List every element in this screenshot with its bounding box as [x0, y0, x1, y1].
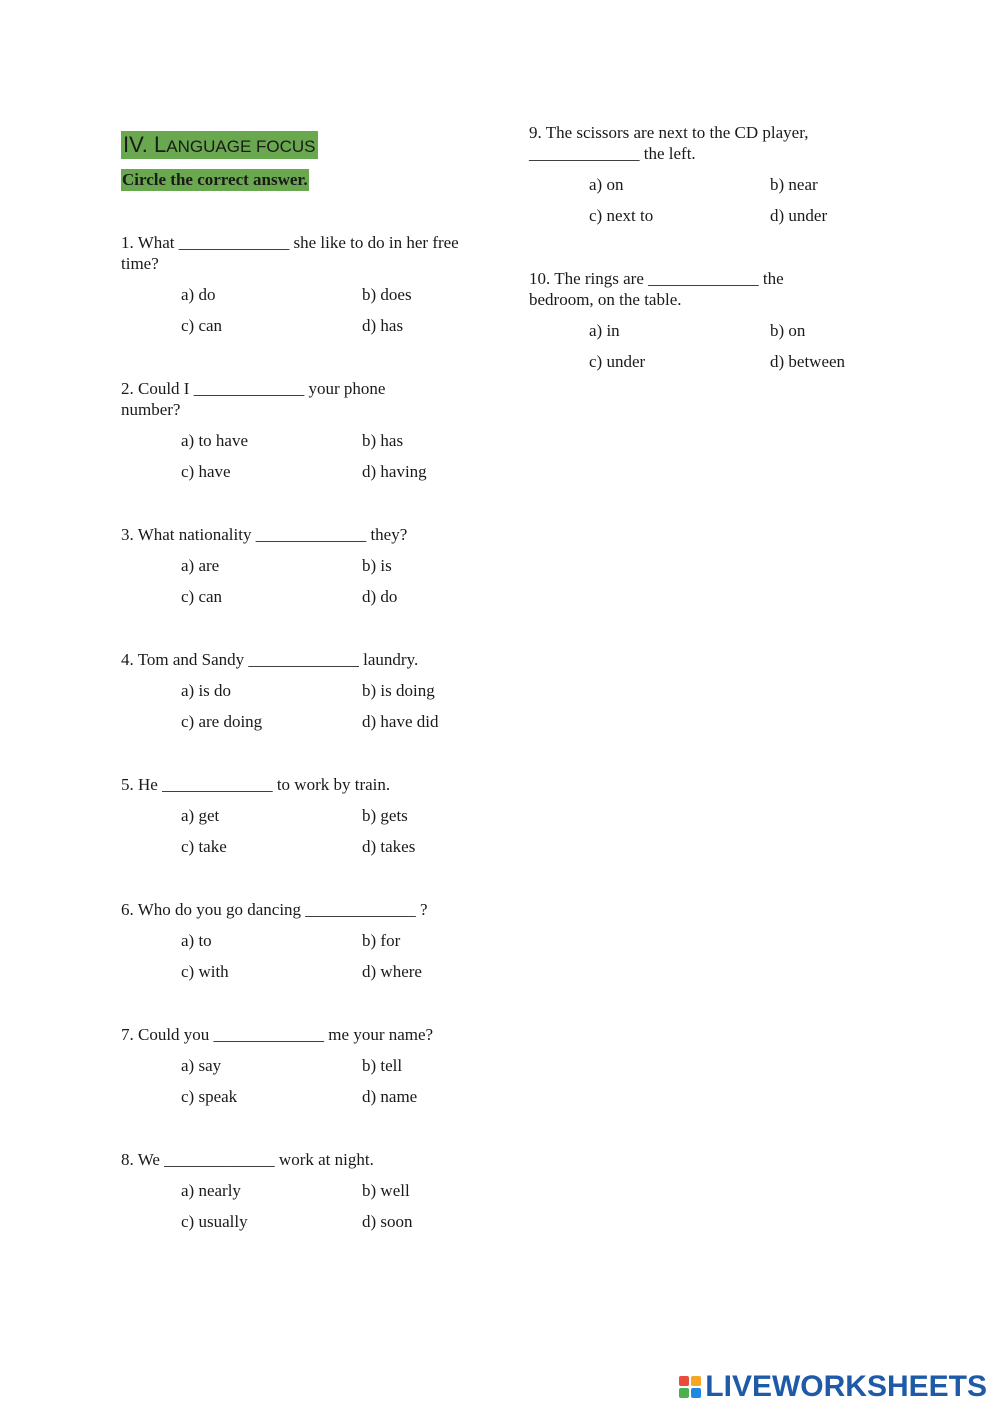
option-d[interactable]: d) having: [362, 462, 427, 481]
option-c[interactable]: c) can: [181, 316, 223, 335]
question-stem: 8. We _____________ work at night.: [121, 1150, 374, 1169]
option-c[interactable]: c) usually: [181, 1212, 248, 1231]
option-c[interactable]: c) are doing: [181, 712, 263, 731]
instruction: Circle the correct answer.: [122, 170, 308, 189]
question-stem: 5. He _____________ to work by train.: [121, 775, 391, 794]
answer-options: [121, 1055, 481, 1119]
option-c[interactable]: c) have: [181, 462, 231, 481]
answer-options: [121, 680, 481, 744]
option-d[interactable]: d) soon: [362, 1212, 413, 1231]
option-a[interactable]: a) in: [589, 321, 620, 340]
option-a[interactable]: a) on: [589, 175, 624, 194]
question-4: [121, 649, 481, 744]
section-heading: [121, 131, 318, 159]
question-10: [529, 268, 846, 384]
option-b[interactable]: b) is: [362, 556, 392, 575]
question-2: [121, 378, 427, 494]
option-c[interactable]: c) next to: [589, 206, 654, 225]
option-a[interactable]: a) get: [181, 806, 220, 825]
option-b[interactable]: b) gets: [362, 806, 408, 825]
option-a[interactable]: a) say: [181, 1056, 222, 1075]
option-b[interactable]: b) does: [362, 285, 412, 304]
question-3: [121, 524, 481, 619]
option-a[interactable]: a) is do: [181, 681, 232, 700]
answer-options: [121, 430, 427, 494]
option-d[interactable]: d) has: [362, 316, 404, 335]
answer-options: [121, 805, 481, 869]
answer-options: [529, 320, 846, 384]
option-d[interactable]: d) name: [362, 1087, 418, 1106]
question-stem: 2. Could I _____________ your phone number?: [121, 379, 386, 419]
question-stem: 1. What _____________ she like to do in her free time?: [121, 233, 459, 273]
question-stem: 10. The rings are _____________ the bedroom, on the table.: [529, 269, 784, 309]
question-stem: 4. Tom and Sandy _____________ laundry.: [121, 650, 419, 669]
option-d[interactable]: d) under: [770, 206, 828, 225]
option-b[interactable]: b) has: [362, 431, 404, 450]
question-stem: 6. Who do you go dancing _____________ ?: [121, 900, 428, 919]
option-b[interactable]: b) on: [770, 321, 806, 340]
option-b[interactable]: b) tell: [362, 1056, 403, 1075]
section-title-initial: L: [154, 132, 167, 157]
option-a[interactable]: a) do: [181, 285, 216, 304]
answer-options: [121, 555, 481, 619]
option-c[interactable]: c) can: [181, 587, 223, 606]
option-a[interactable]: a) are: [181, 556, 220, 575]
option-d[interactable]: d) takes: [362, 837, 416, 856]
answer-options: [529, 174, 849, 238]
question-9: [529, 122, 849, 238]
option-c[interactable]: c) take: [181, 837, 227, 856]
question-8: [121, 1149, 481, 1244]
option-d[interactable]: d) where: [362, 962, 422, 981]
question-6: [121, 899, 481, 994]
option-c[interactable]: c) speak: [181, 1087, 238, 1106]
option-d[interactable]: d) have did: [362, 712, 439, 731]
question-7: [121, 1024, 481, 1119]
option-d[interactable]: d) between: [770, 352, 846, 371]
question-stem: 3. What nationality _____________ they?: [121, 525, 408, 544]
answer-options: [121, 930, 481, 994]
option-a[interactable]: a) to have: [181, 431, 249, 450]
liveworksheets-logo: [679, 1372, 987, 1402]
option-b[interactable]: b) is doing: [362, 681, 435, 700]
option-a[interactable]: a) to: [181, 931, 212, 950]
option-b[interactable]: b) well: [362, 1181, 410, 1200]
answer-options: [121, 1180, 481, 1244]
option-c[interactable]: c) under: [589, 352, 646, 371]
question-1: [121, 232, 466, 348]
option-d[interactable]: d) do: [362, 587, 398, 606]
question-5: [121, 774, 481, 869]
option-c[interactable]: c) with: [181, 962, 229, 981]
question-stem: 7. Could you _____________ me your name?: [121, 1025, 434, 1044]
option-a[interactable]: a) nearly: [181, 1181, 241, 1200]
option-b[interactable]: b) near: [770, 175, 818, 194]
question-stem: 9. The scissors are next to the CD player, _____________ the left.: [529, 123, 809, 163]
logo-text: LIVEWORKSHEETS: [705, 1370, 987, 1403]
section-title-rest: ANGUAGE FOCUS: [166, 137, 316, 156]
answer-options: [121, 284, 466, 348]
liveworksheets-logo-icon: [679, 1376, 701, 1398]
section-number: IV.: [123, 132, 148, 157]
option-b[interactable]: b) for: [362, 931, 401, 950]
